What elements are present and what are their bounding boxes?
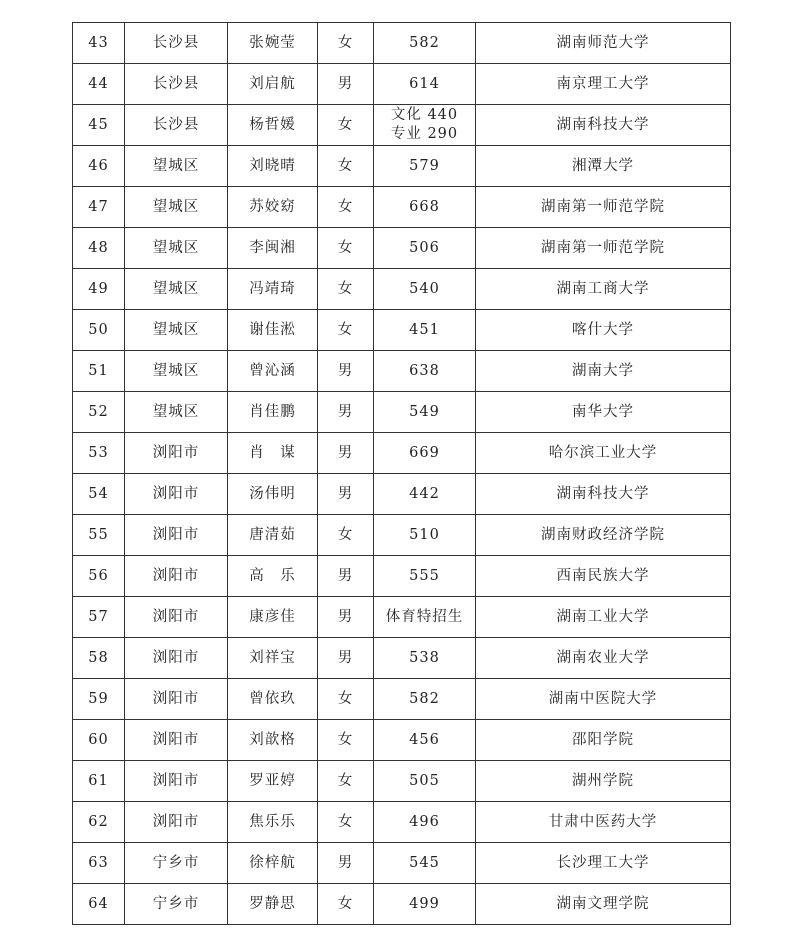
table-row	[73, 720, 731, 761]
district-cell: 宁乡市	[125, 843, 228, 884]
score-line: 668	[409, 198, 440, 215]
table-row	[73, 515, 731, 556]
student-name-cell: 刘歆格	[228, 720, 318, 761]
table-row	[73, 761, 731, 802]
score-cell	[374, 310, 476, 351]
row-number-cell: 56	[73, 556, 125, 597]
university-cell: 湖南工商大学	[476, 269, 731, 310]
student-name-cell: 谢佳淞	[228, 310, 318, 351]
table-row	[73, 269, 731, 310]
row-number-cell: 53	[73, 433, 125, 474]
score-line: 638	[409, 362, 440, 379]
score-cell	[374, 433, 476, 474]
row-number-cell: 52	[73, 392, 125, 433]
university-cell: 湖南文理学院	[476, 884, 731, 925]
university-cell: 湖南大学	[476, 351, 731, 392]
table-row	[73, 64, 731, 105]
score-cell	[374, 515, 476, 556]
gender-cell: 男	[318, 556, 374, 597]
university-cell: 湖南师范大学	[476, 23, 731, 64]
score-cell	[374, 638, 476, 679]
row-number-cell: 57	[73, 597, 125, 638]
university-cell: 湖州学院	[476, 761, 731, 802]
student-name-cell: 刘晓晴	[228, 146, 318, 187]
gender-cell: 男	[318, 351, 374, 392]
university-cell: 湖南工业大学	[476, 597, 731, 638]
student-name-cell: 康彦佳	[228, 597, 318, 638]
table-row	[73, 105, 731, 146]
score-line: 499	[409, 895, 440, 912]
student-name-cell: 焦乐乐	[228, 802, 318, 843]
score-cell	[374, 474, 476, 515]
gender-cell: 女	[318, 884, 374, 925]
table-row	[73, 146, 731, 187]
admission-table	[72, 22, 731, 925]
table-row	[73, 474, 731, 515]
district-cell: 浏阳市	[125, 802, 228, 843]
score-cell	[374, 146, 476, 187]
score-line: 456	[409, 731, 440, 748]
score-line: 体育特招生	[385, 608, 464, 625]
score-cell	[374, 597, 476, 638]
table-row	[73, 884, 731, 925]
table-body	[73, 23, 731, 925]
gender-cell: 女	[318, 679, 374, 720]
university-cell: 甘肃中医药大学	[476, 802, 731, 843]
university-cell: 长沙理工大学	[476, 843, 731, 884]
row-number-cell: 58	[73, 638, 125, 679]
table-row	[73, 310, 731, 351]
district-cell: 长沙县	[125, 23, 228, 64]
university-cell: 南华大学	[476, 392, 731, 433]
score-line: 专业 290	[390, 126, 459, 142]
score-line: 555	[409, 567, 440, 584]
gender-cell: 男	[318, 433, 374, 474]
district-cell: 浏阳市	[125, 474, 228, 515]
score-cell	[374, 761, 476, 802]
gender-cell: 女	[318, 187, 374, 228]
table-row	[73, 351, 731, 392]
score-cell	[374, 351, 476, 392]
row-number-cell: 64	[73, 884, 125, 925]
table-row	[73, 679, 731, 720]
row-number-cell: 43	[73, 23, 125, 64]
score-cell	[374, 556, 476, 597]
district-cell: 宁乡市	[125, 884, 228, 925]
university-cell: 湖南第一师范学院	[476, 228, 731, 269]
university-cell: 湖南财政经济学院	[476, 515, 731, 556]
row-number-cell: 51	[73, 351, 125, 392]
table-row	[73, 23, 731, 64]
score-line: 505	[409, 772, 440, 789]
table-row	[73, 228, 731, 269]
district-cell: 长沙县	[125, 64, 228, 105]
student-name-cell: 苏姣窈	[228, 187, 318, 228]
district-cell: 望城区	[125, 187, 228, 228]
score-line: 614	[409, 75, 440, 92]
gender-cell: 男	[318, 843, 374, 884]
gender-cell: 男	[318, 392, 374, 433]
university-cell: 哈尔滨工业大学	[476, 433, 731, 474]
row-number-cell: 50	[73, 310, 125, 351]
row-number-cell: 44	[73, 64, 125, 105]
row-number-cell: 59	[73, 679, 125, 720]
row-number-cell: 60	[73, 720, 125, 761]
student-name-cell: 曾依玖	[228, 679, 318, 720]
university-cell: 邵阳学院	[476, 720, 731, 761]
student-name-cell: 李闽湘	[228, 228, 318, 269]
student-name-cell: 刘启航	[228, 64, 318, 105]
table-row	[73, 433, 731, 474]
gender-cell: 女	[318, 310, 374, 351]
university-cell: 湖南科技大学	[476, 474, 731, 515]
table-row	[73, 187, 731, 228]
district-cell: 望城区	[125, 351, 228, 392]
university-cell: 湖南农业大学	[476, 638, 731, 679]
row-number-cell: 49	[73, 269, 125, 310]
district-cell: 浏阳市	[125, 761, 228, 802]
score-line: 442	[409, 485, 440, 502]
row-number-cell: 63	[73, 843, 125, 884]
score-line: 510	[409, 526, 440, 543]
district-cell: 浏阳市	[125, 556, 228, 597]
score-cell	[374, 64, 476, 105]
score-cell	[374, 228, 476, 269]
score-line: 文化 440	[390, 107, 459, 123]
student-name-cell: 高 乐	[228, 556, 318, 597]
student-name-cell: 杨哲媛	[228, 105, 318, 146]
gender-cell: 男	[318, 474, 374, 515]
row-number-cell: 45	[73, 105, 125, 146]
university-cell: 湖南科技大学	[476, 105, 731, 146]
gender-cell: 男	[318, 64, 374, 105]
score-cell	[374, 802, 476, 843]
score-line: 549	[409, 403, 440, 420]
gender-cell: 女	[318, 720, 374, 761]
row-number-cell: 47	[73, 187, 125, 228]
university-cell: 南京理工大学	[476, 64, 731, 105]
score-cell	[374, 679, 476, 720]
student-name-cell: 罗亚婷	[228, 761, 318, 802]
row-number-cell: 48	[73, 228, 125, 269]
table-row	[73, 556, 731, 597]
student-name-cell: 徐梓航	[228, 843, 318, 884]
student-name-cell: 张婉莹	[228, 23, 318, 64]
student-name-cell: 罗静思	[228, 884, 318, 925]
university-cell: 湖南中医院大学	[476, 679, 731, 720]
score-cell	[374, 269, 476, 310]
row-number-cell: 61	[73, 761, 125, 802]
student-name-cell: 汤伟明	[228, 474, 318, 515]
score-cell	[374, 720, 476, 761]
student-name-cell: 曾沁涵	[228, 351, 318, 392]
score-line: 540	[409, 280, 440, 297]
table-row	[73, 802, 731, 843]
district-cell: 望城区	[125, 228, 228, 269]
row-number-cell: 62	[73, 802, 125, 843]
district-cell: 长沙县	[125, 105, 228, 146]
table-row	[73, 597, 731, 638]
student-name-cell: 肖佳鹏	[228, 392, 318, 433]
gender-cell: 男	[318, 597, 374, 638]
score-cell	[374, 187, 476, 228]
row-number-cell: 54	[73, 474, 125, 515]
university-cell: 湖南第一师范学院	[476, 187, 731, 228]
score-cell	[374, 884, 476, 925]
table-row	[73, 843, 731, 884]
gender-cell: 女	[318, 146, 374, 187]
district-cell: 浏阳市	[125, 515, 228, 556]
gender-cell: 女	[318, 105, 374, 146]
gender-cell: 女	[318, 269, 374, 310]
university-cell: 湘潭大学	[476, 146, 731, 187]
score-line: 506	[409, 239, 440, 256]
score-cell	[374, 843, 476, 884]
gender-cell: 男	[318, 638, 374, 679]
score-line: 545	[409, 854, 440, 871]
score-line: 538	[409, 649, 440, 666]
student-name-cell: 肖 谋	[228, 433, 318, 474]
district-cell: 望城区	[125, 146, 228, 187]
score-cell	[374, 105, 476, 146]
district-cell: 浏阳市	[125, 679, 228, 720]
score-line: 582	[409, 34, 440, 51]
score-line: 582	[409, 690, 440, 707]
district-cell: 浏阳市	[125, 638, 228, 679]
row-number-cell: 55	[73, 515, 125, 556]
score-line: 579	[409, 157, 440, 174]
gender-cell: 女	[318, 515, 374, 556]
university-cell: 西南民族大学	[476, 556, 731, 597]
university-cell: 喀什大学	[476, 310, 731, 351]
score-cell	[374, 23, 476, 64]
gender-cell: 女	[318, 228, 374, 269]
district-cell: 浏阳市	[125, 597, 228, 638]
table-row	[73, 638, 731, 679]
gender-cell: 女	[318, 761, 374, 802]
district-cell: 望城区	[125, 392, 228, 433]
score-cell	[374, 392, 476, 433]
district-cell: 望城区	[125, 269, 228, 310]
score-line: 669	[409, 444, 440, 461]
district-cell: 望城区	[125, 310, 228, 351]
student-name-cell: 唐清茹	[228, 515, 318, 556]
student-name-cell: 刘祥宝	[228, 638, 318, 679]
table-row	[73, 392, 731, 433]
district-cell: 浏阳市	[125, 720, 228, 761]
row-number-cell: 46	[73, 146, 125, 187]
score-line: 451	[409, 321, 440, 338]
gender-cell: 女	[318, 802, 374, 843]
score-line: 496	[409, 813, 440, 830]
district-cell: 浏阳市	[125, 433, 228, 474]
gender-cell: 女	[318, 23, 374, 64]
student-name-cell: 冯靖琦	[228, 269, 318, 310]
